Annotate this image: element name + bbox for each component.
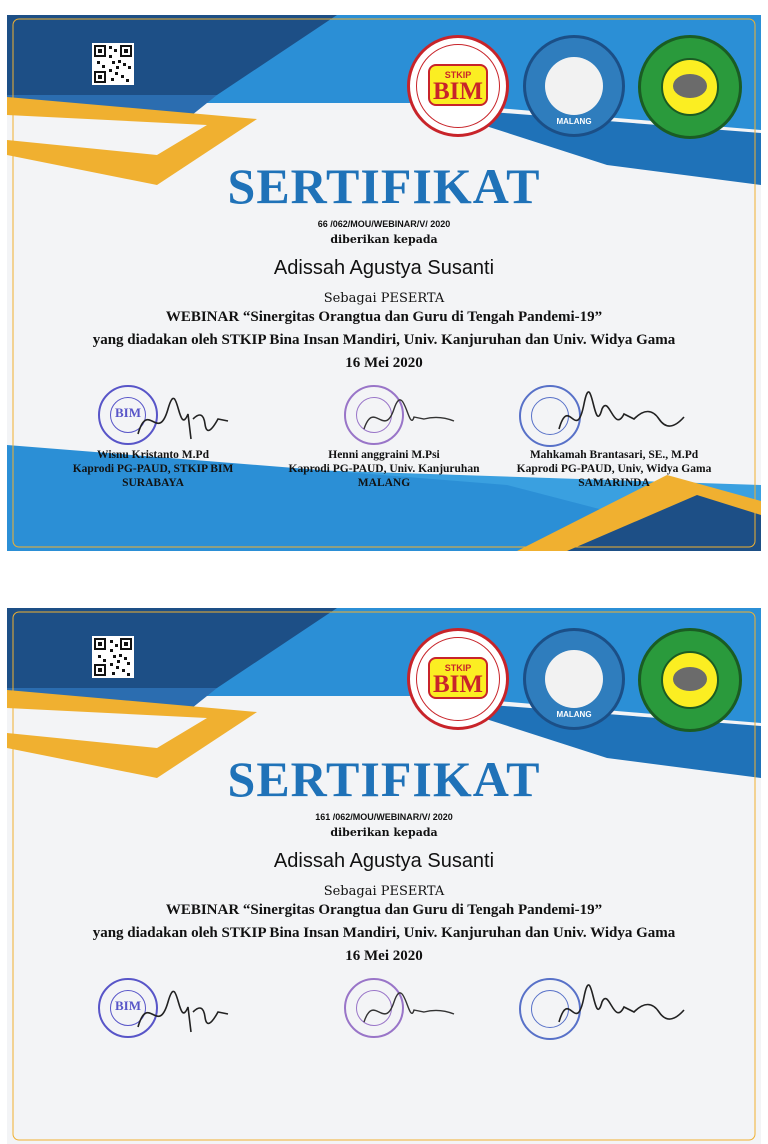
given-to-label: diberikan kepada [330, 233, 438, 246]
recipient-name: Adissah Agustya Susanti [273, 257, 495, 279]
widya-gama-logo [638, 35, 742, 139]
stamp-bim-text: BIM [115, 998, 141, 1013]
certificate-number: 66 /062/MOU/WEBINAR/V/ 2020 [317, 219, 451, 229]
recipient-name: Adissah Agustya Susanti [273, 850, 495, 872]
logo-bim-text: BIM [433, 78, 483, 105]
signatory-city: SURABAYA [122, 477, 184, 489]
signature-scribble [133, 982, 233, 1042]
recipient-role: Sebagai PESERTA [323, 884, 445, 899]
event-date: 16 Mei 2020 [345, 948, 423, 964]
qr-code [92, 636, 134, 678]
signatory-name: Mahkamah Brantasari, SE., M.Pd [529, 449, 699, 461]
signatory-position: Kaprodi PG-PAUD, Univ. Kanjuruhan [288, 463, 480, 475]
logo-kanjuruhan-city: MALANG [556, 710, 592, 719]
logo-stkip-text: STKIP [444, 70, 472, 80]
signatory-city: SAMARINDA [578, 477, 650, 489]
signature-scribble [354, 982, 464, 1042]
stamp-bim-text: BIM [115, 405, 141, 420]
kanjuruhan-logo [523, 628, 625, 730]
qr-code [92, 43, 134, 85]
signatory-name: Henni anggraini M.Psi [328, 449, 440, 461]
certificate-1 [7, 15, 761, 551]
stkip-bim-logo [407, 35, 509, 137]
certificate-title: SERTIFIKAT [227, 158, 541, 214]
signatory-2 [264, 978, 504, 1098]
signatory-1 [33, 978, 273, 1098]
logo-kanjuruhan-city: MALANG [556, 117, 592, 126]
recipient-role: Sebagai PESERTA [323, 291, 445, 306]
event-title: WEBINAR “Sinergitas Orangtua dan Guru di Tengah Pandemi-19” [165, 309, 603, 325]
signature-scribble [554, 389, 694, 449]
fish-emblem-icon [673, 667, 707, 691]
given-to-label: diberikan kepada [330, 826, 438, 839]
organizer-line: yang diadakan oleh STKIP Bina Insan Mandiri, Univ. Kanjuruhan dan Univ. Widya Gama [92, 925, 676, 941]
fish-emblem-icon [673, 74, 707, 98]
certificate-number: 161 /062/MOU/WEBINAR/V/ 2020 [315, 812, 453, 822]
certificate-title: SERTIFIKAT [227, 751, 541, 807]
logo-stkip-text: STKIP [444, 663, 472, 673]
kanjuruhan-logo [523, 35, 625, 137]
organizer-line: yang diadakan oleh STKIP Bina Insan Mandiri, Univ. Kanjuruhan dan Univ. Widya Gama [92, 332, 676, 348]
signature-scribble [133, 389, 233, 449]
signatory-name: Wisnu Kristanto M.Pd [97, 449, 209, 461]
signature-scribble [354, 389, 464, 449]
logo-bim-text: BIM [433, 671, 483, 698]
signatory-1 [33, 385, 273, 505]
signatory-2 [264, 385, 504, 505]
signatory-city: MALANG [357, 477, 411, 489]
widya-gama-logo [638, 628, 742, 732]
stkip-bim-logo [407, 628, 509, 730]
signatory-position: Kaprodi PG-PAUD, Univ, Widya Gama [516, 463, 712, 475]
signatory-position: Kaprodi PG-PAUD, STKIP BIM [72, 463, 234, 475]
event-date: 16 Mei 2020 [345, 355, 423, 371]
signature-scribble [554, 982, 694, 1042]
certificate-2 [7, 608, 761, 1144]
signatory-3 [494, 385, 734, 505]
signatory-3 [494, 978, 734, 1098]
event-title: WEBINAR “Sinergitas Orangtua dan Guru di Tengah Pandemi-19” [165, 902, 603, 918]
